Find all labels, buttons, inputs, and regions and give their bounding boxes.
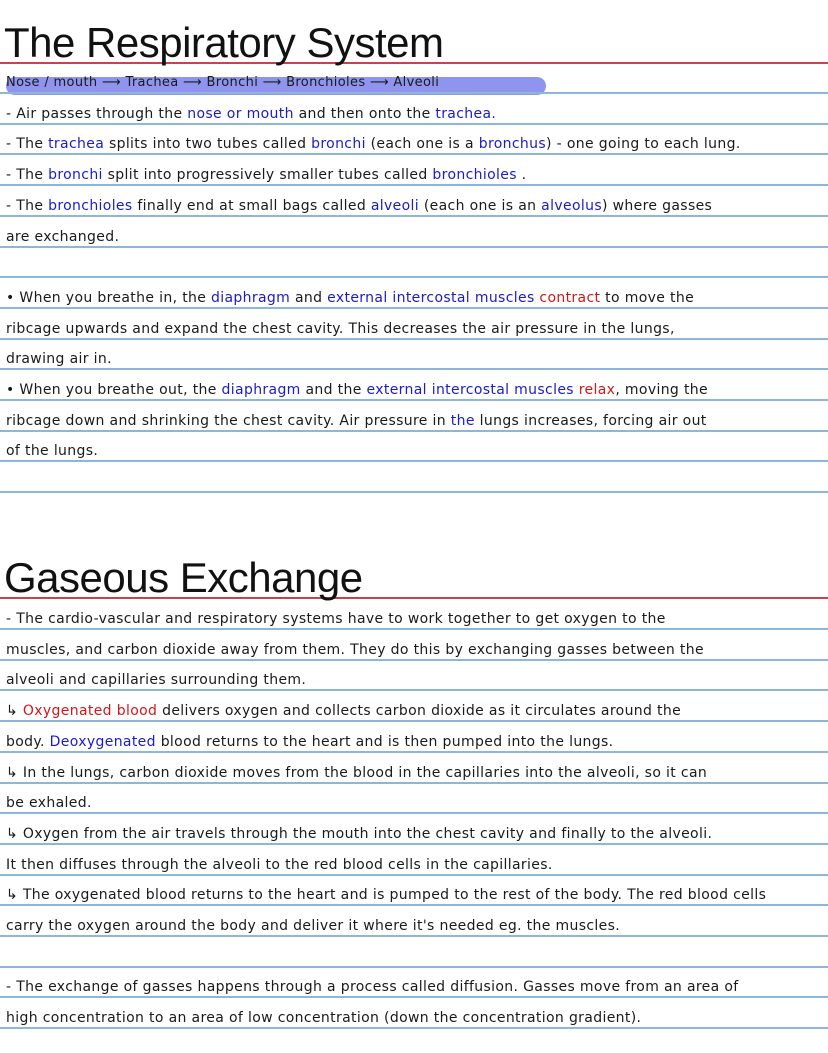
- text-segment: finally end at small bags called: [132, 198, 371, 214]
- note-line: [6, 412, 824, 430]
- text-segment: and the: [300, 382, 367, 398]
- text-segment: splits into two tubes called: [104, 136, 312, 152]
- ruled-line: [0, 338, 828, 340]
- note-line: [6, 381, 824, 399]
- note-line: [6, 289, 824, 307]
- note-line: [6, 764, 824, 782]
- note-line: [6, 320, 824, 338]
- text-segment: • When you breathe in, the: [6, 290, 212, 306]
- text-segment: - The: [6, 167, 49, 183]
- text-segment: to move the: [600, 290, 695, 306]
- text-segment: be exhaled.: [6, 795, 92, 811]
- text-segment: ) - one going to each lung.: [546, 136, 741, 152]
- keyword: Oxygenated blood: [22, 703, 158, 719]
- text-segment: high concentration to an area of low concentration (down the concentration gradient).: [6, 1010, 642, 1026]
- keyword: trachea.: [435, 106, 497, 122]
- ruled-line: [0, 996, 828, 998]
- ruled-line: [0, 460, 828, 462]
- ruled-line: [0, 153, 828, 155]
- text-segment: • When you breathe out, the: [6, 382, 222, 398]
- text-segment: carry the oxygen around the body and deliver it where it's needed eg. the muscles.: [6, 918, 621, 934]
- note-line: [6, 228, 824, 246]
- text-segment: ↳ The oxygenated blood returns to the heart and is pumped to the rest of the body. The red blood cells: [6, 887, 767, 903]
- note-line: [6, 166, 824, 184]
- ruled-line: [0, 215, 828, 217]
- text-segment: ↳ In the lungs, carbon dioxide moves from the blood in the capillaries into the alveoli, so it can: [6, 765, 708, 781]
- note-line: [6, 886, 824, 904]
- text-segment: - Air passes through the: [6, 106, 188, 122]
- text-segment: ) where gasses: [601, 198, 713, 214]
- note-line: [6, 671, 824, 689]
- note-line: [6, 641, 824, 659]
- keyword: nose or mouth: [187, 106, 294, 122]
- ruled-line: [0, 689, 828, 691]
- keyword: trachea: [48, 136, 105, 152]
- text-segment: .: [516, 167, 527, 183]
- note-line: [6, 197, 824, 215]
- section-title-gaseous-exchange: Gaseous Exchange: [4, 554, 363, 601]
- text-segment: delivers oxygen and collects carbon dioxide as it circulates around the: [157, 703, 682, 719]
- note-line: [6, 105, 824, 123]
- text-segment: Nose / mouth ⟶ Trachea ⟶ Bronchi ⟶ Bronchioles ⟶ Alveoli: [6, 75, 440, 90]
- ruled-line: [0, 399, 828, 401]
- note-line: [6, 794, 824, 812]
- text-segment: muscles, and carbon dioxide away from them. They do this by exchanging gasses between the: [6, 642, 704, 658]
- text-segment: drawing air in.: [6, 351, 112, 367]
- ruled-line: [0, 628, 828, 630]
- ruled-line: [0, 874, 828, 876]
- text-segment: - The: [6, 136, 49, 152]
- ruled-line: [0, 307, 828, 309]
- ruled-line: [0, 92, 828, 94]
- note-line: [6, 825, 824, 843]
- ruled-line: [0, 904, 828, 906]
- ruled-line: [0, 659, 828, 661]
- ruled-line: [0, 123, 828, 125]
- ruled-line: [0, 751, 828, 753]
- note-line: [6, 702, 824, 720]
- ruled-line: [0, 843, 828, 845]
- ruled-line: [0, 276, 828, 278]
- text-segment: - The: [6, 198, 49, 214]
- keyword: bronchioles: [432, 167, 517, 183]
- ruled-line: [0, 1027, 828, 1029]
- keyword: external intercostal muscles: [366, 382, 574, 398]
- ruled-line: [0, 246, 828, 248]
- keyword: diaphragm: [221, 382, 301, 398]
- note-line: [6, 733, 824, 751]
- text-segment: ribcage down and shrinking the chest cavity. Air pressure in: [6, 413, 451, 429]
- ruled-line: [0, 430, 828, 432]
- text-segment: alveoli and capillaries surrounding them.: [6, 672, 307, 688]
- text-segment: and: [290, 290, 328, 306]
- ruled-line: [0, 812, 828, 814]
- keyword: alveoli: [370, 198, 420, 214]
- text-segment: , moving the: [615, 382, 708, 398]
- keyword: bronchus: [478, 136, 547, 152]
- keyword: diaphragm: [211, 290, 291, 306]
- ruled-line: [0, 966, 828, 968]
- ruled-line: [0, 491, 828, 493]
- keyword: bronchi: [48, 167, 103, 183]
- keyword: external intercostal muscles: [327, 290, 535, 306]
- ruled-line: [0, 935, 828, 937]
- note-line: [6, 1009, 824, 1027]
- text-segment: (each one is a: [365, 136, 479, 152]
- text-segment: blood returns to the heart and is then pumped into the lungs.: [155, 734, 614, 750]
- text-segment: ↳ Oxygen from the air travels through the mouth into the chest cavity and finally to the alveoli.: [6, 826, 713, 842]
- note-line: [6, 978, 824, 996]
- text-segment: lungs increases, forcing air out: [474, 413, 707, 429]
- ruled-line: [0, 720, 828, 722]
- keyword: bronchioles: [48, 198, 133, 214]
- text-segment: of the lungs.: [6, 443, 99, 459]
- keyword: Deoxygenated: [49, 734, 156, 750]
- keyword: alveolus: [541, 198, 602, 214]
- ruled-line: [0, 782, 828, 784]
- keyword: contract: [539, 290, 601, 306]
- text-segment: - The cardio-vascular and respiratory systems have to work together to get oxygen to the: [6, 611, 666, 627]
- text-segment: It then diffuses through the alveoli to the red blood cells in the capillaries.: [6, 857, 553, 873]
- text-segment: (each one is an: [419, 198, 542, 214]
- text-segment: - The exchange of gasses happens through a process called diffusion. Gasses move from an area of: [6, 979, 739, 995]
- text-segment: ribcage upwards and expand the chest cavity. This decreases the air pressure in the lungs,: [6, 321, 675, 337]
- text-segment: body.: [6, 734, 50, 750]
- keyword: bronchi: [311, 136, 366, 152]
- text-segment: ↳: [6, 703, 23, 719]
- text-segment: are exchanged.: [6, 229, 120, 245]
- text-segment: and then onto the: [293, 106, 436, 122]
- keyword: relax: [578, 382, 616, 398]
- ruled-line: [0, 184, 828, 186]
- note-line: [6, 442, 824, 460]
- note-line: [6, 856, 824, 874]
- note-line: [6, 610, 824, 628]
- note-line: [6, 135, 824, 153]
- ruled-line: [0, 368, 828, 370]
- keyword: the: [450, 413, 475, 429]
- note-line: [6, 917, 824, 935]
- airflow-path: [6, 74, 824, 92]
- section-title-respiratory: The Respiratory System: [4, 19, 444, 66]
- note-line: [6, 350, 824, 368]
- text-segment: split into progressively smaller tubes called: [102, 167, 433, 183]
